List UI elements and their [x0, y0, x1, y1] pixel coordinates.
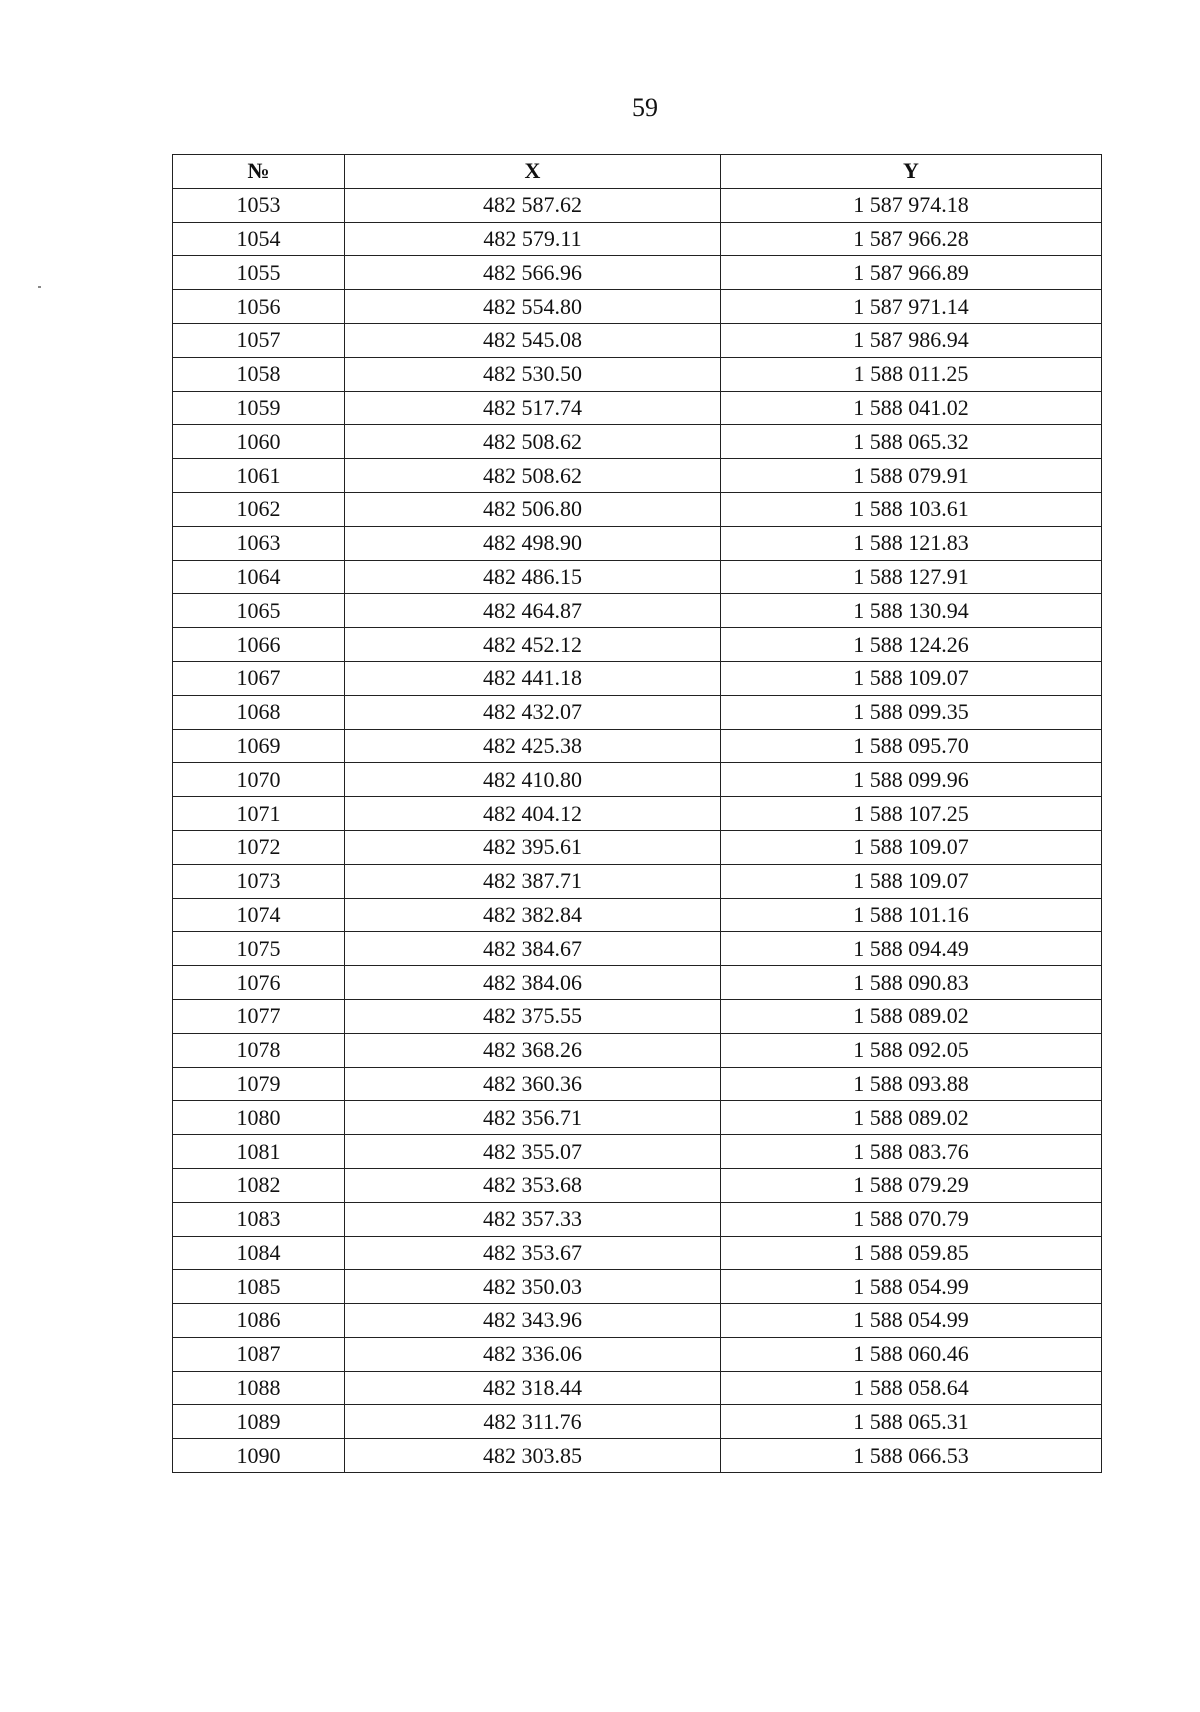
y-coordinate-cell: 1 588 041.02 — [721, 391, 1102, 425]
y-coordinate-cell: 1 588 054.99 — [721, 1270, 1102, 1304]
x-coordinate-cell: 482 311.76 — [345, 1405, 721, 1439]
x-coordinate-cell: 482 353.67 — [345, 1236, 721, 1270]
point-number-cell: 1074 — [173, 898, 345, 932]
y-coordinate-cell: 1 588 124.26 — [721, 628, 1102, 662]
x-coordinate-cell: 482 395.61 — [345, 830, 721, 864]
point-number-cell: 1075 — [173, 932, 345, 966]
table-row — [173, 290, 1102, 324]
y-coordinate-cell: 1 588 065.31 — [721, 1405, 1102, 1439]
table-row — [173, 1304, 1102, 1338]
point-number-cell: 1077 — [173, 999, 345, 1033]
table-row — [173, 222, 1102, 256]
table-row — [173, 999, 1102, 1033]
y-coordinate-cell: 1 588 101.16 — [721, 898, 1102, 932]
x-coordinate-cell: 482 350.03 — [345, 1270, 721, 1304]
table-row — [173, 695, 1102, 729]
point-number-cell: 1076 — [173, 966, 345, 1000]
header-number: № — [173, 155, 345, 189]
y-coordinate-cell: 1 588 109.07 — [721, 830, 1102, 864]
table-row — [173, 864, 1102, 898]
x-coordinate-cell: 482 384.06 — [345, 966, 721, 1000]
point-number-cell: 1060 — [173, 425, 345, 459]
table-row — [173, 966, 1102, 1000]
table-row — [173, 188, 1102, 222]
table-row — [173, 391, 1102, 425]
point-number-cell: 1056 — [173, 290, 345, 324]
table-row — [173, 1101, 1102, 1135]
table-row — [173, 256, 1102, 290]
table-row — [173, 1033, 1102, 1067]
x-coordinate-cell: 482 530.50 — [345, 357, 721, 391]
x-coordinate-cell: 482 545.08 — [345, 323, 721, 357]
table-row — [173, 898, 1102, 932]
point-number-cell: 1081 — [173, 1135, 345, 1169]
x-coordinate-cell: 482 360.36 — [345, 1067, 721, 1101]
point-number-cell: 1078 — [173, 1033, 345, 1067]
table-row — [173, 357, 1102, 391]
table-row — [173, 526, 1102, 560]
y-coordinate-cell: 1 588 103.61 — [721, 492, 1102, 526]
x-coordinate-cell: 482 579.11 — [345, 222, 721, 256]
point-number-cell: 1061 — [173, 459, 345, 493]
table-header — [173, 155, 1102, 189]
table-row — [173, 729, 1102, 763]
y-coordinate-cell: 1 587 971.14 — [721, 290, 1102, 324]
point-number-cell: 1084 — [173, 1236, 345, 1270]
point-number-cell: 1086 — [173, 1304, 345, 1338]
point-number-cell: 1085 — [173, 1270, 345, 1304]
x-coordinate-cell: 482 382.84 — [345, 898, 721, 932]
x-coordinate-cell: 482 404.12 — [345, 797, 721, 831]
header-x: X — [345, 155, 721, 189]
table-row — [173, 1270, 1102, 1304]
point-number-cell: 1053 — [173, 188, 345, 222]
point-number-cell: 1062 — [173, 492, 345, 526]
table-row — [173, 1439, 1102, 1473]
point-number-cell: 1055 — [173, 256, 345, 290]
table-row — [173, 560, 1102, 594]
y-coordinate-cell: 1 588 093.88 — [721, 1067, 1102, 1101]
table-row — [173, 492, 1102, 526]
y-coordinate-cell: 1 587 966.28 — [721, 222, 1102, 256]
point-number-cell: 1065 — [173, 594, 345, 628]
table-row — [173, 1236, 1102, 1270]
table-row — [173, 1135, 1102, 1169]
point-number-cell: 1068 — [173, 695, 345, 729]
x-coordinate-cell: 482 336.06 — [345, 1337, 721, 1371]
x-coordinate-cell: 482 387.71 — [345, 864, 721, 898]
table-row — [173, 1405, 1102, 1439]
y-coordinate-cell: 1 588 079.91 — [721, 459, 1102, 493]
y-coordinate-cell: 1 588 127.91 — [721, 560, 1102, 594]
y-coordinate-cell: 1 588 109.07 — [721, 661, 1102, 695]
x-coordinate-cell: 482 508.62 — [345, 425, 721, 459]
y-coordinate-cell: 1 588 090.83 — [721, 966, 1102, 1000]
x-coordinate-cell: 482 587.62 — [345, 188, 721, 222]
point-number-cell: 1088 — [173, 1371, 345, 1405]
y-coordinate-cell: 1 588 079.29 — [721, 1168, 1102, 1202]
x-coordinate-cell: 482 452.12 — [345, 628, 721, 662]
y-coordinate-cell: 1 588 059.85 — [721, 1236, 1102, 1270]
x-coordinate-cell: 482 441.18 — [345, 661, 721, 695]
y-coordinate-cell: 1 588 054.99 — [721, 1304, 1102, 1338]
x-coordinate-cell: 482 486.15 — [345, 560, 721, 594]
table-row — [173, 594, 1102, 628]
table-row — [173, 763, 1102, 797]
point-number-cell: 1066 — [173, 628, 345, 662]
y-coordinate-cell: 1 588 094.49 — [721, 932, 1102, 966]
point-number-cell: 1073 — [173, 864, 345, 898]
table-row — [173, 830, 1102, 864]
point-number-cell: 1059 — [173, 391, 345, 425]
table-row — [173, 797, 1102, 831]
table-row — [173, 1371, 1102, 1405]
y-coordinate-cell: 1 587 974.18 — [721, 188, 1102, 222]
header-row — [173, 155, 1102, 189]
x-coordinate-cell: 482 432.07 — [345, 695, 721, 729]
x-coordinate-cell: 482 375.55 — [345, 999, 721, 1033]
table-row — [173, 932, 1102, 966]
table-body — [173, 188, 1102, 1472]
x-coordinate-cell: 482 357.33 — [345, 1202, 721, 1236]
y-coordinate-cell: 1 588 099.35 — [721, 695, 1102, 729]
x-coordinate-cell: 482 498.90 — [345, 526, 721, 560]
x-coordinate-cell: 482 343.96 — [345, 1304, 721, 1338]
y-coordinate-cell: 1 588 107.25 — [721, 797, 1102, 831]
coordinates-table — [172, 154, 1102, 1473]
x-coordinate-cell: 482 410.80 — [345, 763, 721, 797]
y-coordinate-cell: 1 588 070.79 — [721, 1202, 1102, 1236]
x-coordinate-cell: 482 425.38 — [345, 729, 721, 763]
y-coordinate-cell: 1 588 066.53 — [721, 1439, 1102, 1473]
y-coordinate-cell: 1 588 095.70 — [721, 729, 1102, 763]
table-row — [173, 323, 1102, 357]
point-number-cell: 1079 — [173, 1067, 345, 1101]
point-number-cell: 1082 — [173, 1168, 345, 1202]
y-coordinate-cell: 1 587 986.94 — [721, 323, 1102, 357]
x-coordinate-cell: 482 368.26 — [345, 1033, 721, 1067]
point-number-cell: 1080 — [173, 1101, 345, 1135]
point-number-cell: 1090 — [173, 1439, 345, 1473]
table-row — [173, 1168, 1102, 1202]
y-coordinate-cell: 1 588 130.94 — [721, 594, 1102, 628]
point-number-cell: 1057 — [173, 323, 345, 357]
table-row — [173, 628, 1102, 662]
y-coordinate-cell: 1 587 966.89 — [721, 256, 1102, 290]
x-coordinate-cell: 482 353.68 — [345, 1168, 721, 1202]
table-row — [173, 425, 1102, 459]
table-row — [173, 661, 1102, 695]
point-number-cell: 1070 — [173, 763, 345, 797]
point-number-cell: 1064 — [173, 560, 345, 594]
x-coordinate-cell: 482 464.87 — [345, 594, 721, 628]
table-row — [173, 1202, 1102, 1236]
x-coordinate-cell: 482 355.07 — [345, 1135, 721, 1169]
y-coordinate-cell: 1 588 065.32 — [721, 425, 1102, 459]
point-number-cell: 1069 — [173, 729, 345, 763]
point-number-cell: 1071 — [173, 797, 345, 831]
x-coordinate-cell: 482 554.80 — [345, 290, 721, 324]
x-coordinate-cell: 482 384.67 — [345, 932, 721, 966]
point-number-cell: 1054 — [173, 222, 345, 256]
y-coordinate-cell: 1 588 121.83 — [721, 526, 1102, 560]
y-coordinate-cell: 1 588 089.02 — [721, 1101, 1102, 1135]
y-coordinate-cell: 1 588 092.05 — [721, 1033, 1102, 1067]
point-number-cell: 1067 — [173, 661, 345, 695]
y-coordinate-cell: 1 588 011.25 — [721, 357, 1102, 391]
y-coordinate-cell: 1 588 083.76 — [721, 1135, 1102, 1169]
point-number-cell: 1063 — [173, 526, 345, 560]
x-coordinate-cell: 482 517.74 — [345, 391, 721, 425]
header-y: Y — [721, 155, 1102, 189]
point-number-cell: 1072 — [173, 830, 345, 864]
y-coordinate-cell: 1 588 109.07 — [721, 864, 1102, 898]
x-coordinate-cell: 482 508.62 — [345, 459, 721, 493]
point-number-cell: 1087 — [173, 1337, 345, 1371]
y-coordinate-cell: 1 588 060.46 — [721, 1337, 1102, 1371]
point-number-cell: 1058 — [173, 357, 345, 391]
point-number-cell: 1089 — [173, 1405, 345, 1439]
x-coordinate-cell: 482 566.96 — [345, 256, 721, 290]
scan-artifact-dot — [38, 286, 41, 288]
y-coordinate-cell: 1 588 089.02 — [721, 999, 1102, 1033]
table-row — [173, 1337, 1102, 1371]
x-coordinate-cell: 482 506.80 — [345, 492, 721, 526]
point-number-cell: 1083 — [173, 1202, 345, 1236]
table-row — [173, 459, 1102, 493]
y-coordinate-cell: 1 588 058.64 — [721, 1371, 1102, 1405]
y-coordinate-cell: 1 588 099.96 — [721, 763, 1102, 797]
page-number: 59 — [632, 93, 658, 122]
x-coordinate-cell: 482 303.85 — [345, 1439, 721, 1473]
table-row — [173, 1067, 1102, 1101]
x-coordinate-cell: 482 318.44 — [345, 1371, 721, 1405]
x-coordinate-cell: 482 356.71 — [345, 1101, 721, 1135]
